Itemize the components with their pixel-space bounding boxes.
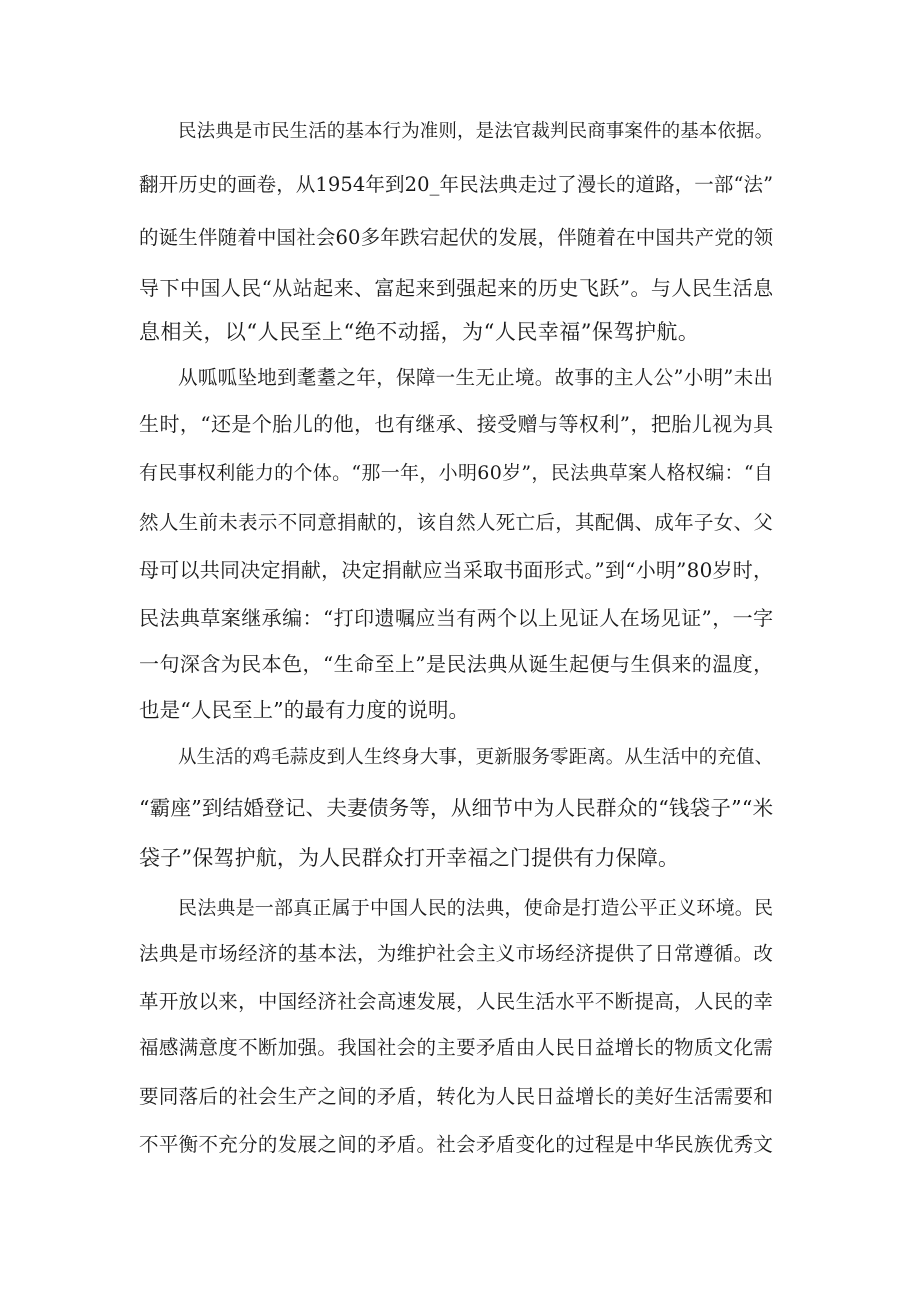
paragraph-line: “霸座”到结婚登记、夫妻债务等，从细节中为人民群众的“钱袋子”“米 [139, 796, 774, 820]
paragraph-line: 要同落后的社会生产之间的矛盾，转化为人民日益增长的美好生活需要和 [139, 1085, 774, 1108]
paragraph-line: 福感满意度不断加强。我国社会的主要矛盾由人民日益增长的物质文化需 [139, 1036, 774, 1059]
paragraph-line: 从生活的鸡毛蒜皮到人生终身大事，更新服务零距离。从生活中的充值、 [178, 747, 774, 768]
paragraph-line: 民法典是一部真正属于中国人民的法典，使命是打造公平正义环境。民 [178, 897, 774, 919]
paragraph-line: 生时，“还是个胎儿的他，也有继承、接受赠与等权利”，把胎儿视为具 [139, 412, 774, 436]
paragraph-line: 的诞生伴随着中国社会60多年跌宕起伏的发展，伴随着在中国共产党的领 [139, 226, 774, 249]
paragraph-line: 有民事权利能力的个体。“那一年，小明60岁”，民法典草案人格权编：“自 [139, 462, 774, 484]
paragraph-line: 然人生前未表示不同意捐献的，该自然人死亡后，其配偶、成年子女、父 [139, 511, 774, 534]
paragraph-line: 导下中国人民“从站起来、富起来到强起来的历史飞跃”。与人民生活息 [139, 276, 774, 300]
paragraph-line: 翻开历史的画卷，从1954年到20_年民法典走过了漫长的道路，一部“法” [139, 173, 774, 196]
paragraph-line: 法典是市场经济的基本法，为维护社会主义市场经济提供了日常遵循。改 [139, 942, 774, 965]
paragraph-line: 一句深含为民本色，“生命至上”是民法典从诞生起便与生俱来的温度， [139, 652, 774, 676]
paragraph-line: 民法典草案继承编：“打印遗嘱应当有两个以上见证人在场见证”，一字 [139, 606, 774, 630]
paragraph-line: 袋子”保驾护航，为人民群众打开幸福之门提供有力保障。 [139, 846, 680, 870]
paragraph-line: 从呱呱坠地到耄耋之年，保障一生无止境。故事的主人公”小明”未出 [178, 366, 774, 389]
paragraph-line: 也是“人民至上”的最有力度的说明。 [139, 698, 470, 722]
paragraph-line: 民法典是市民生活的基本行为准则，是法官裁判民商事案件的基本依据。 [178, 121, 774, 142]
paragraph-line: 母可以共同决定捐献，决定捐献应当采取书面形式。”到“小明”80岁时， [139, 558, 774, 582]
paragraph-line: 革开放以来，中国经济社会高速发展，人民生活水平不断提高，人民的幸 [139, 990, 774, 1013]
paragraph-line: 不平衡不充分的发展之间的矛盾。社会矛盾变化的过程是中华民族优秀文 [139, 1133, 774, 1156]
paragraph-line: 息相关，以“人民至上“绝不动摇，为“人民幸福”保驾护航。 [139, 320, 700, 344]
